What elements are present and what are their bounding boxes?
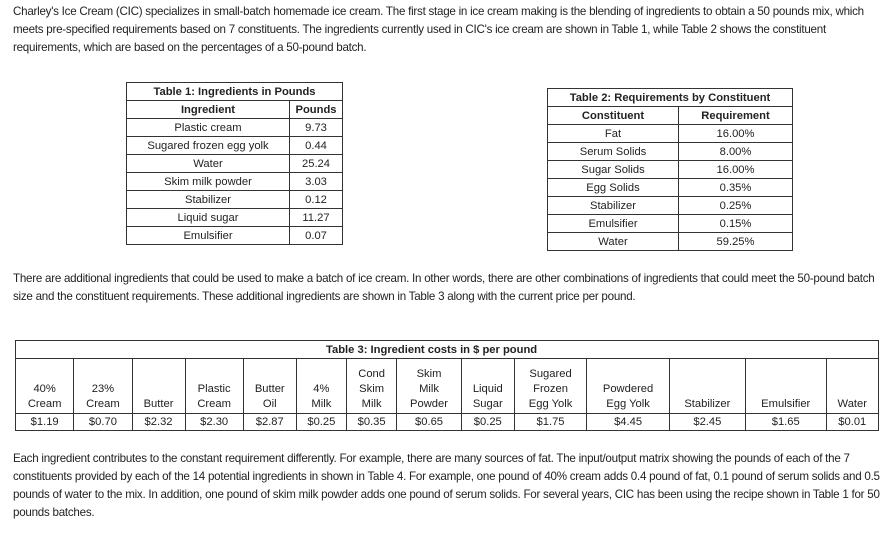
header-line: Milk — [311, 398, 332, 410]
header-line: Liquid — [472, 383, 503, 395]
row-value: 25.24 — [290, 155, 343, 173]
header-line: Oil — [262, 398, 277, 410]
cost-value: $0.25 — [296, 414, 346, 431]
header-line: Powdered — [602, 383, 654, 395]
cost-column-header — [514, 359, 587, 414]
table-row — [127, 137, 343, 155]
header-line: Sugar — [472, 398, 503, 410]
cost-column-header — [587, 359, 669, 414]
table-row — [127, 119, 343, 137]
cost-column-header — [132, 359, 185, 414]
cost-column-header — [74, 359, 132, 414]
header-line: 40% — [33, 383, 56, 395]
row-value: 9.73 — [290, 119, 343, 137]
header-line: 23% — [91, 383, 115, 395]
cost-column-header — [745, 359, 826, 414]
table1-header-pounds: Pounds — [290, 101, 343, 119]
header-line: Milk — [419, 383, 439, 395]
row-value: 0.44 — [290, 137, 343, 155]
header-line: Cream — [27, 398, 62, 410]
header-line: Plastic — [197, 383, 231, 395]
row-value: 16.00% — [679, 161, 793, 179]
row-value: 0.15% — [679, 215, 793, 233]
header-line: Milk — [361, 398, 382, 410]
row-value: 0.12 — [290, 191, 343, 209]
table1-caption: Table 1: Ingredients in Pounds — [127, 83, 343, 101]
row-label: Emulsifier — [548, 215, 679, 233]
header-line: Butter — [143, 398, 174, 410]
table-row — [127, 227, 343, 245]
table-row — [548, 233, 793, 251]
requirements-table — [547, 88, 793, 251]
header-line: Stabilizer — [684, 398, 731, 410]
table-row — [127, 155, 343, 173]
intro-paragraph: Charley's Ice Cream (CIC) specializes in small-batch homemade ice cream. The first stage in ice cream making is the blending of ingredients to obtain a 50 pounds mix, which meets pre-specified requirements based on 7 constituents. The ingredients currently used in CIC's ice cream are shown in Table 1, while Table 2 shows the constituent requirements, which are based on the percentages of a 50-pound batch. — [13, 5, 864, 54]
cost-column-header — [397, 359, 462, 414]
row-value: 8.00% — [679, 143, 793, 161]
header-line: Sugared — [529, 368, 572, 380]
row-label: Water — [127, 155, 290, 173]
table2-caption: Table 2: Requirements by Constituent — [548, 89, 793, 107]
table-row — [548, 197, 793, 215]
row-label: Serum Solids — [548, 143, 679, 161]
table1-header-ingredient: Ingredient — [127, 101, 290, 119]
row-label: Water — [548, 233, 679, 251]
table2-header-constituent: Constituent — [548, 107, 679, 125]
row-value: 0.35% — [679, 179, 793, 197]
row-value: 11.27 — [290, 209, 343, 227]
header-line: Egg Yolk — [528, 398, 573, 410]
cost-column-header — [826, 359, 878, 414]
cost-column-header — [669, 359, 745, 414]
row-value: 16.00% — [679, 125, 793, 143]
cost-value: $0.25 — [461, 414, 514, 431]
cost-column-header — [16, 359, 74, 414]
cost-value: $0.35 — [346, 414, 396, 431]
cost-column-header — [346, 359, 396, 414]
cost-value: $4.45 — [587, 414, 669, 431]
additional-ingredients-paragraph: There are additional ingredients that could be used to make a batch of ice cream. In other words, there are other combinations of ingredients that could meet the 50-pound batch size and the constituent requirements. These additional ingredients are shown in Table 3 along with the current price per pound. — [13, 272, 875, 303]
row-value: 3.03 — [290, 173, 343, 191]
table3-caption: Table 3: Ingredient costs in $ per pound — [16, 341, 879, 359]
cost-column-header — [243, 359, 296, 414]
row-label: Fat — [548, 125, 679, 143]
table-row — [548, 161, 793, 179]
table-row — [127, 191, 343, 209]
row-label: Sugared frozen egg yolk — [127, 137, 290, 155]
header-line: Frozen — [533, 383, 568, 395]
table-row — [548, 215, 793, 233]
cost-value: $2.32 — [132, 414, 185, 431]
row-label: Sugar Solids — [548, 161, 679, 179]
header-line: Skim — [416, 368, 442, 380]
cost-value: $0.01 — [826, 414, 878, 431]
row-value: 0.07 — [290, 227, 343, 245]
cost-value: $2.45 — [669, 414, 745, 431]
row-value: 59.25% — [679, 233, 793, 251]
row-label: Stabilizer — [548, 197, 679, 215]
cost-value: $0.65 — [397, 414, 462, 431]
header-line: Cond — [358, 368, 385, 380]
cost-value: $1.75 — [514, 414, 587, 431]
cost-value: $1.65 — [745, 414, 826, 431]
cost-column-header — [461, 359, 514, 414]
table-row — [127, 173, 343, 191]
header-line: Egg Yolk — [606, 398, 650, 410]
header-line: Skim — [359, 383, 385, 395]
header-line: Cream — [86, 398, 120, 410]
table-row — [548, 125, 793, 143]
table-row — [548, 179, 793, 197]
header-line: Emulsifier — [761, 398, 811, 410]
table-row — [127, 209, 343, 227]
header-line: Water — [837, 398, 867, 410]
table2-header-requirement: Requirement — [679, 107, 793, 125]
header-line: Butter — [254, 383, 285, 395]
header-line: Cream — [197, 398, 231, 410]
cost-value: $2.87 — [243, 414, 296, 431]
input-output-matrix-paragraph: Each ingredient contributes to the constant requirement differently. For example, there are many sources of fat. The input/output matrix showing the pounds of each of the 7 constituents provided by each of the 14 potential ingredients in shown in Table 4. For example, one pound of 40% cream adds 0.4 pound of fat, 0.1 pound of serum solids and 0.5 pounds of water to the mix. In addition, one pound of skim milk powder adds one pound of serum solids. For several years, CIC has been using the recipe shown in Table 1 for 50 pounds batches. — [13, 452, 880, 519]
header-line: Powder — [410, 398, 448, 410]
row-label: Stabilizer — [127, 191, 290, 209]
row-label: Emulsifier — [127, 227, 290, 245]
row-label: Liquid sugar — [127, 209, 290, 227]
cost-value: $2.30 — [185, 414, 243, 431]
cost-column-header — [185, 359, 243, 414]
cost-value: $1.19 — [16, 414, 74, 431]
cost-column-header — [296, 359, 346, 414]
ingredient-costs-table — [15, 340, 879, 431]
header-line: 4% — [313, 383, 330, 395]
row-label: Egg Solids — [548, 179, 679, 197]
row-label: Skim milk powder — [127, 173, 290, 191]
row-label: Plastic cream — [127, 119, 290, 137]
ingredients-table — [126, 82, 343, 245]
cost-value: $0.70 — [74, 414, 132, 431]
table-row — [548, 143, 793, 161]
row-value: 0.25% — [679, 197, 793, 215]
